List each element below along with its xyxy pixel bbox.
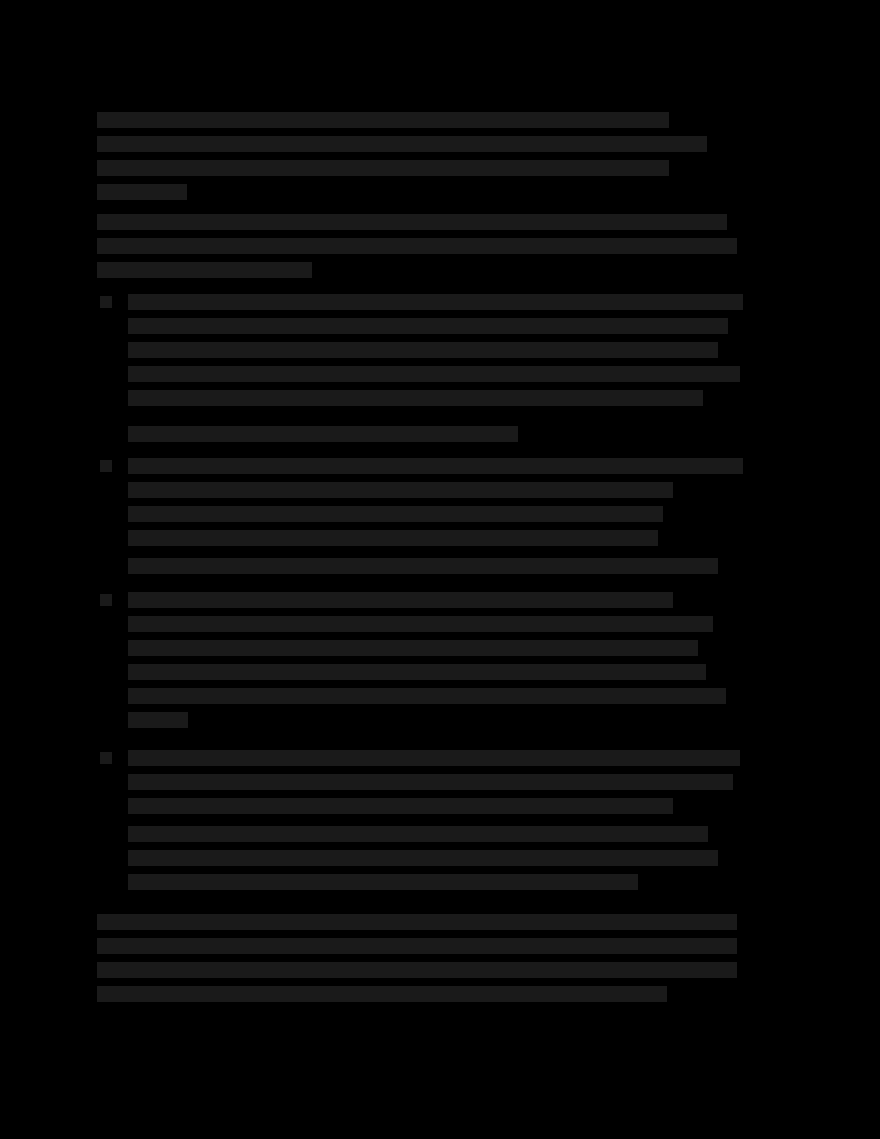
text-line (97, 184, 187, 200)
text-line (128, 592, 673, 608)
text-line (128, 640, 698, 656)
text-line (128, 826, 708, 842)
text-line (128, 688, 726, 704)
text-line (128, 366, 740, 382)
text-line (128, 850, 718, 866)
text-line (97, 986, 667, 1002)
list-marker (100, 460, 112, 472)
text-line (128, 664, 706, 680)
text-line (128, 482, 673, 498)
text-line (128, 558, 718, 574)
text-line (128, 318, 728, 334)
text-line (97, 136, 707, 152)
text-line (97, 238, 737, 254)
text-line (97, 962, 737, 978)
text-line (128, 458, 743, 474)
text-line (128, 798, 673, 814)
text-line (97, 112, 669, 128)
list-marker (100, 594, 112, 606)
text-line (97, 160, 669, 176)
text-line (128, 712, 188, 728)
text-line (128, 390, 703, 406)
text-line (97, 214, 727, 230)
text-line (128, 342, 718, 358)
text-line (128, 616, 713, 632)
text-line (97, 914, 737, 930)
text-line (128, 874, 638, 890)
text-line (128, 530, 658, 546)
text-line (97, 938, 737, 954)
text-line (128, 774, 733, 790)
text-line (128, 506, 663, 522)
text-line (128, 294, 743, 310)
list-marker (100, 752, 112, 764)
text-line (97, 262, 312, 278)
text-line (128, 426, 518, 442)
text-line (128, 750, 740, 766)
list-marker (100, 296, 112, 308)
